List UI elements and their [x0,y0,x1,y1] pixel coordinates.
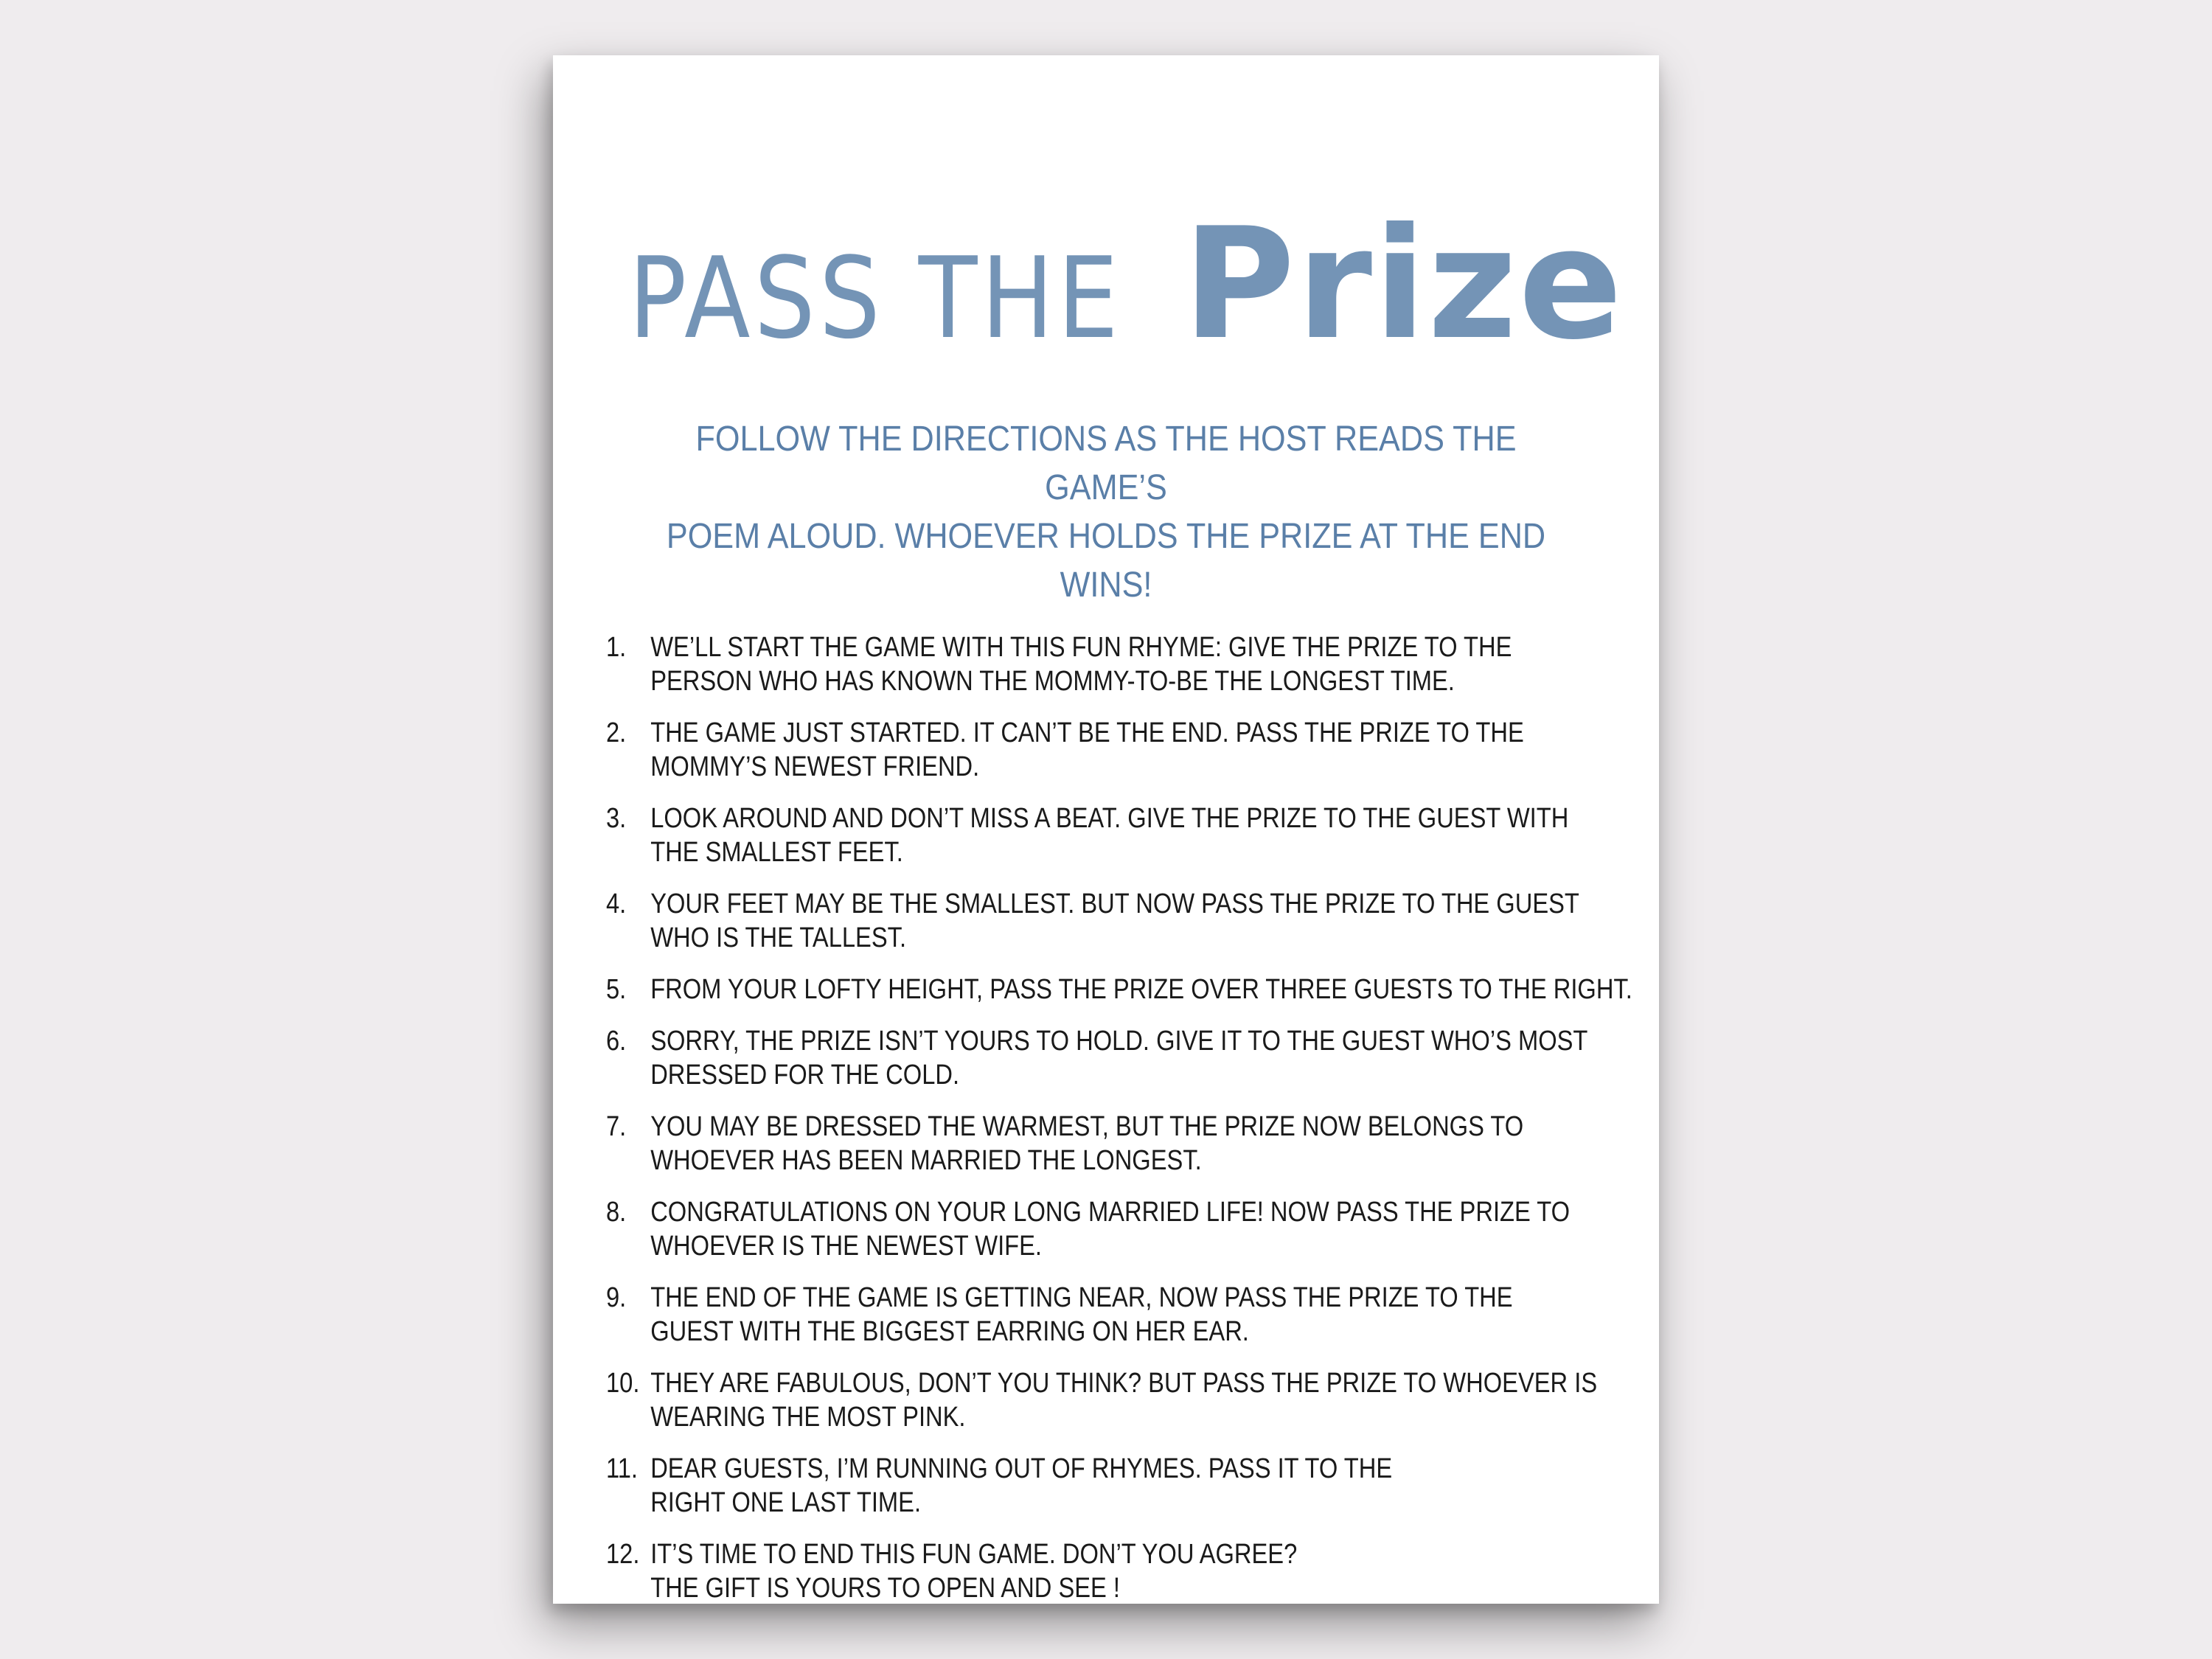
title-light-text: PASS THE [628,233,1122,364]
item-text-line: PERSON WHO HAS KNOWN THE MOMMY-TO-BE THE LONGEST TIME. [650,666,1455,697]
item-text-line: WE’LL START THE GAME WITH THIS FUN RHYME: GIVE THE PRIZE TO THE [650,632,1512,663]
item-text-line: DEAR GUESTS, I’M RUNNING OUT OF RHYMES. PASS IT TO THE [650,1453,1393,1484]
list-item [606,630,1526,698]
item-number: 12. [606,1539,640,1570]
item-text-line: GUEST WITH THE BIGGEST EARRING ON HER EAR. [650,1316,1249,1347]
list-item [606,1024,1588,1092]
item-text-line: DRESSED FOR THE COLD. [650,1060,960,1091]
item-text-line: MOMMY’S NEWEST FRIEND. [650,751,980,782]
item-text-line: LOOK AROUND AND DON’T MISS A BEAT. GIVE THE PRIZE TO THE GUEST WITH [650,803,1569,834]
item-number: 9. [606,1282,627,1313]
item-number: 4. [606,888,627,919]
instructions-line-2: POEM ALOUD. WHOEVER HOLDS THE PRIZE AT THE END WINS! [666,517,1546,605]
item-text-line: CONGRATULATIONS ON YOUR LONG MARRIED LIFE! NOW PASS THE PRIZE TO [650,1197,1571,1228]
item-number: 8. [606,1197,627,1228]
list-item [606,1195,1571,1263]
item-text-line: YOUR FEET MAY BE THE SMALLEST. BUT NOW PASS THE PRIZE TO THE GUEST [650,888,1579,919]
list-item [606,1537,1526,1605]
item-text-line: YOU MAY BE DRESSED THE WARMEST, BUT THE PRIZE NOW BELONGS TO [650,1111,1524,1142]
item-text-line: WHO IS THE TALLEST. [650,922,907,953]
item-number: 6. [606,1026,627,1057]
page-title [553,195,1659,374]
item-number: 10. [606,1368,640,1399]
list-item [606,1281,1526,1349]
item-text-line: WHOEVER HAS BEEN MARRIED THE LONGEST. [650,1145,1202,1176]
list-item [606,801,1569,869]
game-card [553,55,1659,1604]
list-item [606,1110,1526,1178]
item-number: 1. [606,632,627,663]
list-item [606,973,1632,1006]
item-text-line: RIGHT ONE LAST TIME. [650,1487,922,1518]
item-text-line: WEARING THE MOST PINK. [650,1402,966,1433]
item-text-line: SORRY, THE PRIZE ISN’T YOURS TO HOLD. GIVE IT TO THE GUEST WHO’S MOST [650,1026,1588,1057]
item-text-line: THE SMALLEST FEET. [650,837,903,868]
item-text-line: THEY ARE FABULOUS, DON’T YOU THINK? BUT PASS THE PRIZE TO WHOEVER IS [650,1368,1598,1399]
item-text-line: THE GAME JUST STARTED. IT CAN’T BE THE END. PASS THE PRIZE TO THE [650,717,1524,748]
list-item [606,887,1579,955]
list-item [606,716,1526,784]
item-number: 3. [606,803,627,834]
item-text-line: THE END OF THE GAME IS GETTING NEAR, NOW PASS THE PRIZE TO THE [650,1282,1513,1313]
item-text-line: IT’S TIME TO END THIS FUN GAME. DON’T YOU AGREE? [650,1539,1298,1570]
list-item [606,1366,1598,1434]
item-number: 7. [606,1111,627,1142]
item-text-line: FROM YOUR LOFTY HEIGHT, PASS THE PRIZE OVER THREE GUESTS TO THE RIGHT. [650,974,1632,1005]
poem-list [606,630,1675,1623]
instructions [648,415,1564,610]
item-number: 11. [606,1453,639,1484]
item-number: 2. [606,717,627,748]
item-text-line: THE GIFT IS YOURS TO OPEN AND SEE ! [650,1573,1121,1604]
item-number: 5. [606,974,627,1005]
instructions-line-1: FOLLOW THE DIRECTIONS AS THE HOST READS THE GAME’S [695,420,1517,507]
item-text-line: WHOEVER IS THE NEWEST WIFE. [650,1231,1042,1262]
list-item [606,1452,1526,1520]
title-bold-text: Prize [1182,195,1624,374]
